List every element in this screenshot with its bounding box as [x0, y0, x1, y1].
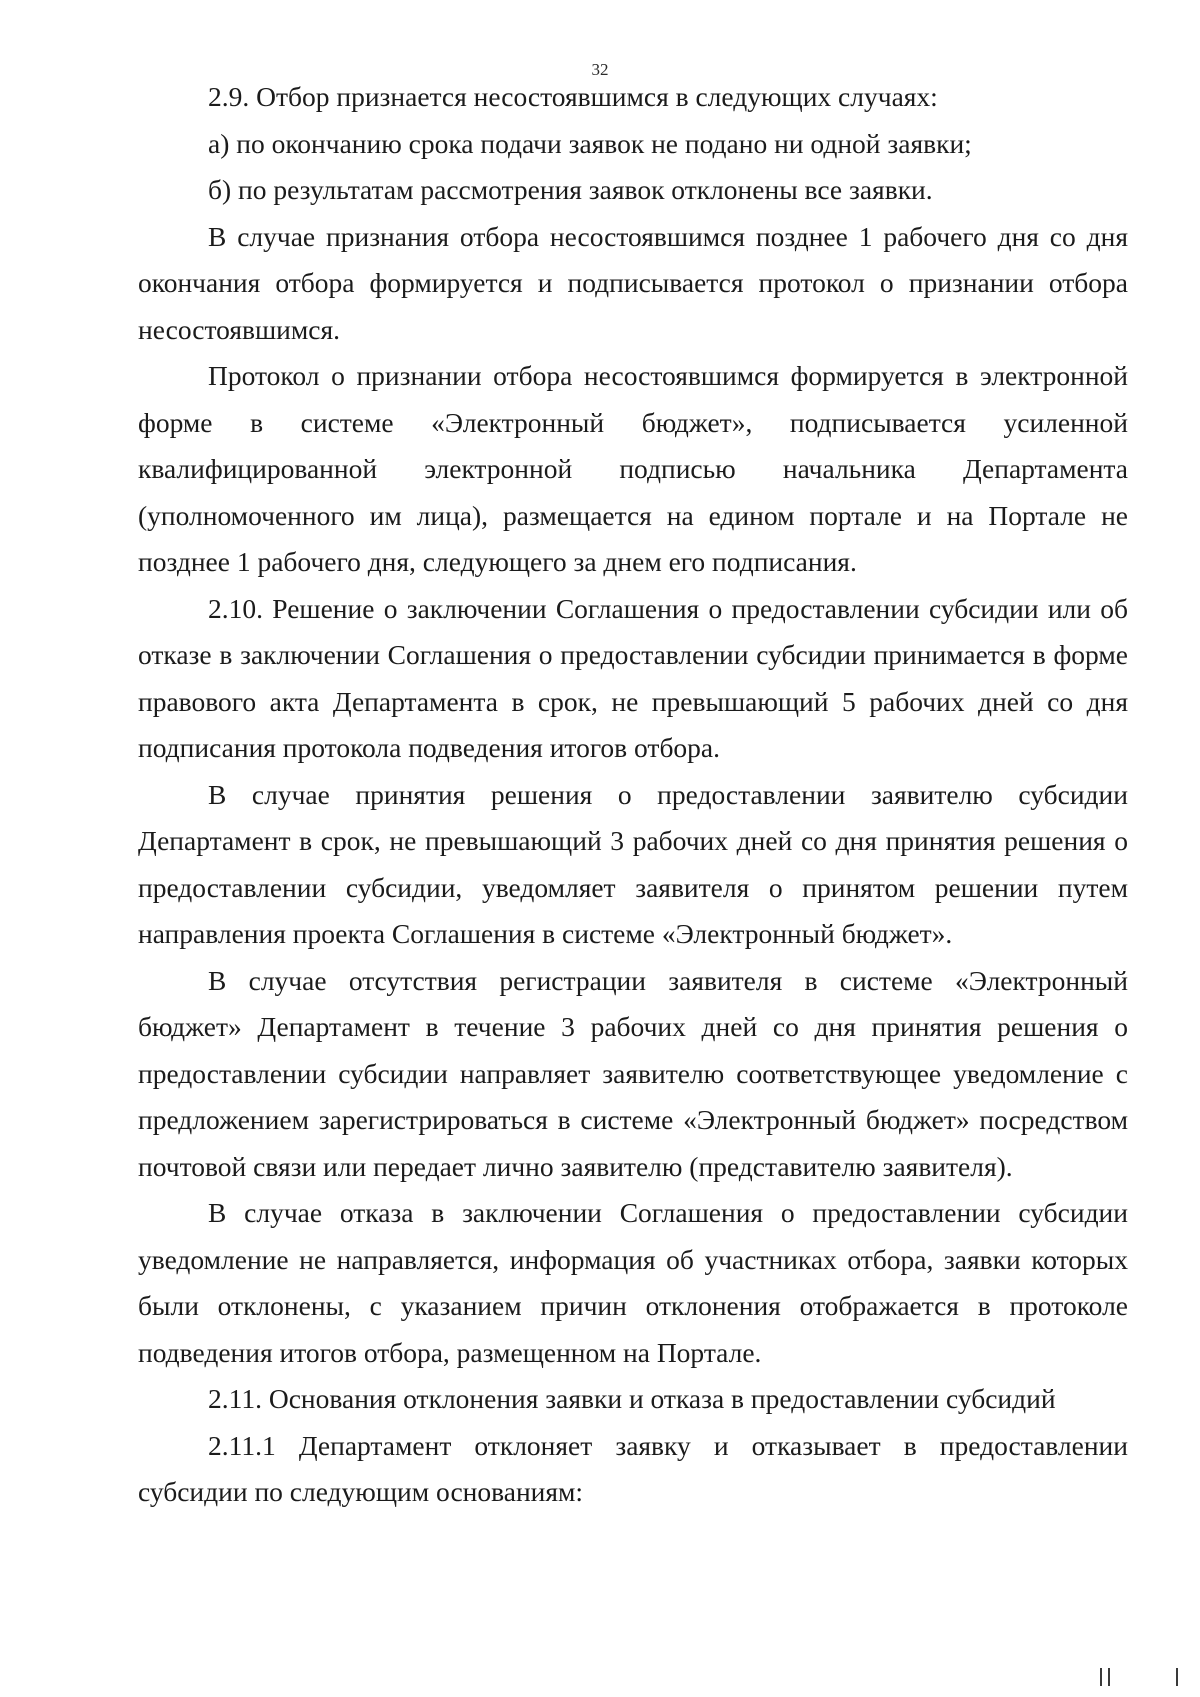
paragraph-protocol-electronic: Протокол о признании отбора несостоявшимся формируется в электронной форме в системе «Электронный бюджет», подписывается усиленной квалифицированной электронной подписью начальника Департамента (уполномоченного им лица), размещается на едином портале и на Портале не позднее 1 рабочего дня, следующего за днем его подписания. [138, 360, 1128, 577]
scan-artifact-mark [1176, 1668, 1178, 1686]
paragraph-2-9-heading: 2.9. Отбор признается несостоявшимся в следующих случаях: [208, 81, 938, 112]
paragraph-no-registration: В случае отсутствия регистрации заявителя в системе «Электронный бюджет» Департамент в течение 3 рабочих дней со дня принятия решения о предоставлении субсидии направляет заявителю соответствующее уведомление с предложением зарегистрироваться в системе «Электронный бюджет» посредством почтовой связи или передает лично заявителю (представителю заявителя). [138, 964, 1128, 1182]
paragraph-protocol-signing: В случае признания отбора несостоявшимся позднее 1 рабочего дня со дня окончания отбора формируется и подписывается протокол о признании отбора несостоявшимся. [138, 220, 1128, 345]
scan-artifact-mark [1100, 1668, 1102, 1686]
page-number: 32 [591, 60, 609, 79]
document-body [138, 74, 1128, 1516]
paragraph-2-11-1: 2.11.1 Департамент отклоняет заявку и отказывает в предоставлении субсидии по следующим основаниям: [138, 1429, 1128, 1507]
scan-artifact-mark [1108, 1668, 1110, 1686]
paragraph-refusal: В случае отказа в заключении Соглашения о предоставлении субсидии уведомление не направляется, информация об участниках отбора, заявки которых были отклонены, с указанием причин отклонения отображается в протоколе подведения итогов отбора, размещенном на Портале. [138, 1197, 1128, 1368]
paragraph-item-b: б) по результатам рассмотрения заявок отклонены все заявки. [208, 174, 933, 205]
paragraph-grant-notification: В случае принятия решения о предоставлении заявителю субсидии Департамент в срок, не превышающий 3 рабочих дней со дня принятия решения о предоставлении субсидии, уведомляет заявителя о принятом решении путем направления проекта Соглашения в системе «Электронный бюджет». [138, 778, 1128, 949]
paragraph-2-10-decision: 2.10. Решение о заключении Соглашения о предоставлении субсидии или об отказе в заключении Соглашения о предоставлении субсидии принимается в форме правового акта Департамента в срок, не превышающий 5 рабочих дней со дня подписания протокола подведения итогов отбора. [138, 592, 1128, 763]
paragraph-2-11-heading: 2.11. Основания отклонения заявки и отказа в предоставлении субсидий [208, 1383, 1056, 1414]
paragraph-item-a: а) по окончанию срока подачи заявок не подано ни одной заявки; [208, 127, 972, 159]
